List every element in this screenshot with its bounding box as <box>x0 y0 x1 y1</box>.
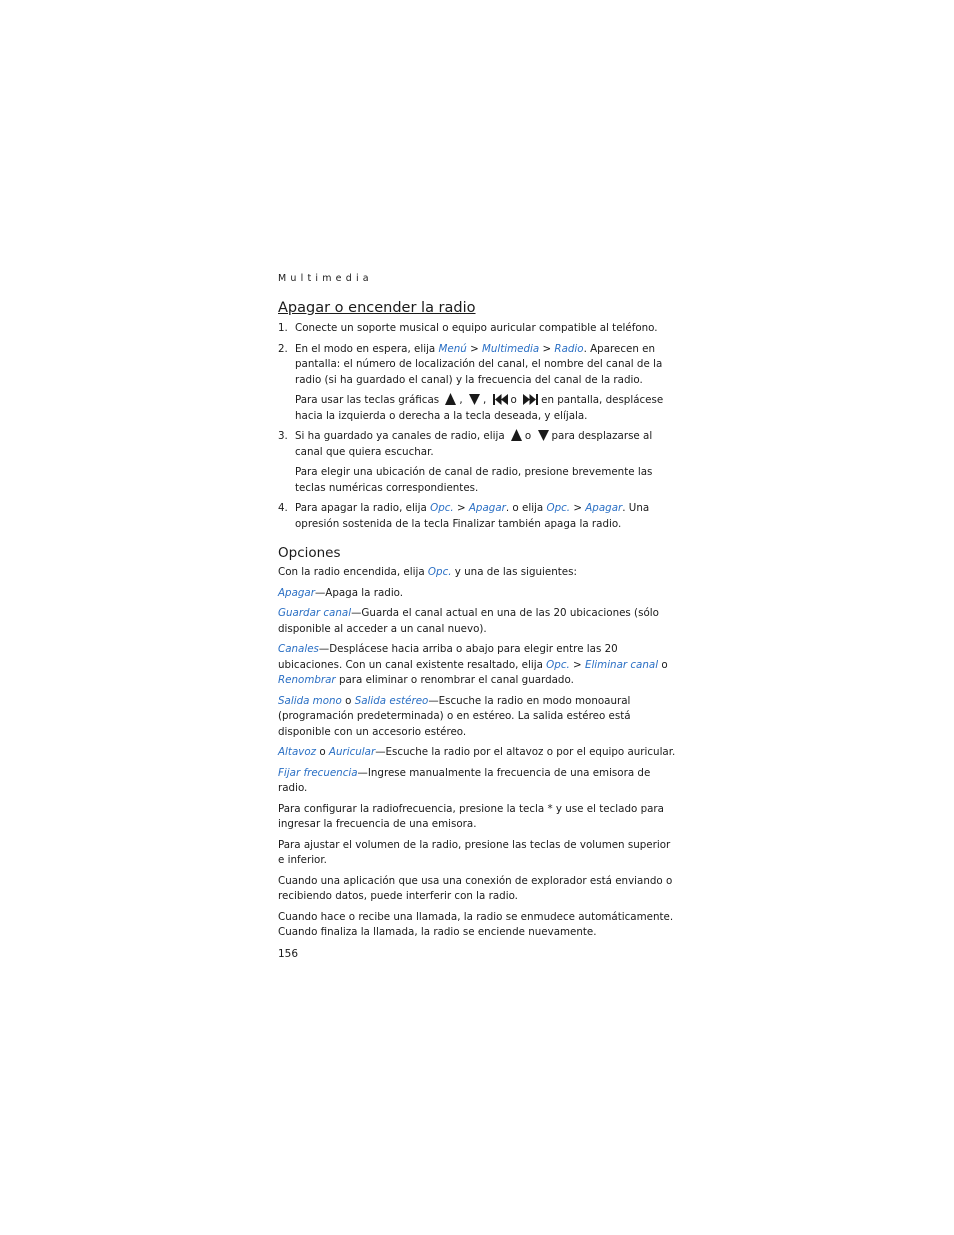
down-arrow-icon <box>538 430 549 441</box>
apagar-link: Apagar <box>468 502 506 514</box>
fast-forward-icon <box>523 394 538 405</box>
opc-link: Opc. <box>546 658 570 671</box>
apagar-link: Apagar <box>585 502 623 514</box>
fijar-frecuencia-link: Fijar frecuencia <box>278 766 358 779</box>
text-run: para eliminar o renombrar el canal guardado. <box>335 674 574 686</box>
text-run: Para apagar la radio, elija <box>295 502 431 514</box>
step-number: 4. <box>278 502 288 514</box>
running-head: Multimedia <box>278 273 373 284</box>
text-run: para desplazarse al canal que quiera escuchar. <box>295 430 653 458</box>
text-run: . o elija <box>505 502 547 514</box>
up-arrow-icon <box>445 393 456 405</box>
radio-link: Radio <box>554 342 584 355</box>
step-text <box>295 429 678 460</box>
step-subtext: Para elegir una ubicación de canal de radio, presione brevemente las teclas numéricas correspondientes. <box>295 466 653 494</box>
text-run: —Ingrese manualmente la frecuencia de una emisora de radio. <box>278 766 651 794</box>
up-arrow-icon <box>511 429 522 441</box>
step-4 <box>278 501 678 532</box>
option-altavoz <box>278 745 678 761</box>
text-run: —Escuche la radio por el altavoz o por el equipo auricular. <box>375 746 676 758</box>
text-run: —Desplácese hacia arriba o abajo para elegir entre las 20 ubicaciones. Con un canal existente resaltado, elija <box>278 643 618 671</box>
eliminar-canal-link: Eliminar canal <box>584 658 659 671</box>
steps-list <box>278 321 678 532</box>
menu-link: Menú <box>438 342 467 355</box>
auricular-link: Auricular <box>328 746 376 758</box>
altavoz-link: Altavoz <box>278 746 317 758</box>
paragraph: Para ajustar el volumen de la radio, presione las teclas de volumen superior e inferior. <box>278 838 671 866</box>
text-run: y una de las siguientes: <box>451 566 577 578</box>
multimedia-link: Multimedia <box>481 342 540 355</box>
paragraph: Para configurar la radiofrecuencia, presione la tecla * y use el teclado para ingresar la frecuencia de una emisora. <box>278 802 664 830</box>
text-run: En el modo en espera, elija <box>295 342 439 355</box>
text-run: o <box>524 430 532 442</box>
text-run: , <box>482 394 487 406</box>
paragraph: Cuando hace o recibe una llamada, la radio se enmudece automáticamente. Cuando finaliza la llamada, la radio se enciende nuevamente. <box>278 910 674 938</box>
text-run: o <box>510 394 517 406</box>
options-intro <box>278 565 678 581</box>
step-1 <box>278 321 678 337</box>
step-number: 2. <box>278 342 288 355</box>
text-run: o <box>341 694 355 707</box>
text-run: o <box>316 746 329 758</box>
opc-link: Opc. <box>546 502 571 514</box>
canales-link: Canales <box>278 643 319 655</box>
text-run: Si ha guardado ya canales de radio, elija <box>295 430 505 442</box>
text-run: > <box>570 502 586 514</box>
options-title: Opciones <box>278 545 341 561</box>
text-run: Con la radio encendida, elija <box>278 566 428 578</box>
paragraph: Cuando una aplicación que usa una conexión de explorador está enviando o recibiendo datos, puede interferir con la radio. <box>278 874 673 902</box>
step-text <box>295 342 678 389</box>
guardar-canal-link: Guardar canal <box>278 607 352 619</box>
text-run: o <box>658 658 668 671</box>
text-run: —Escuche la radio en modo monoaural (programación predeterminada) o en estéreo. La salida estéreo está disponible con un accesorio estéreo. <box>278 694 631 738</box>
down-arrow-icon <box>469 394 480 405</box>
step-number: 1. <box>278 322 288 334</box>
text-run: en pantalla, desplácese hacia la izquierda o derecha a la tecla deseada, y elíjala. <box>295 394 664 422</box>
step-text: Conecte un soporte musical o equipo auricular compatible al teléfono. <box>295 322 658 334</box>
opc-link: Opc. <box>427 566 452 578</box>
step-3 <box>278 429 678 496</box>
salida-estereo-link: Salida estéreo <box>354 694 429 707</box>
text-run: > <box>453 502 469 514</box>
text-run: Para usar las teclas gráficas <box>295 394 440 406</box>
option-fijar-frecuencia <box>278 766 678 797</box>
page-number: 156 <box>278 948 299 960</box>
salida-mono-link: Salida mono <box>278 694 342 707</box>
step-text <box>295 501 678 532</box>
option-canales <box>278 642 678 689</box>
text-run: —Apaga la radio. <box>314 586 404 599</box>
opc-link: Opc. <box>430 502 454 514</box>
rewind-icon <box>493 394 508 405</box>
step-subtext <box>295 393 678 424</box>
text-run: —Guarda el canal actual en una de las 20 ubicaciones (sólo disponible al acceder a un canal nuevo). <box>278 607 659 635</box>
step-2 <box>278 342 678 425</box>
page-content <box>278 272 678 946</box>
text-run: . Aparecen en pantalla: el número de localización del canal, el nombre del canal de la radio (si ha guardado el canal) y la frecuencia del canal de la radio. <box>295 342 663 386</box>
text-run: > <box>569 658 585 671</box>
text-run: . Una opresión sostenida de la tecla Finalizar también apaga la radio. <box>295 502 650 530</box>
option-guardar-canal <box>278 606 678 637</box>
renombrar-link: Renombrar <box>278 674 336 686</box>
text-run: > <box>539 342 555 355</box>
text-run: , <box>459 394 463 406</box>
section-title: Apagar o encender la radio <box>278 300 476 316</box>
apagar-link: Apagar <box>278 586 315 599</box>
step-number: 3. <box>278 430 288 442</box>
option-salida <box>278 694 678 741</box>
text-run: > <box>466 342 482 355</box>
option-apagar <box>278 586 678 602</box>
